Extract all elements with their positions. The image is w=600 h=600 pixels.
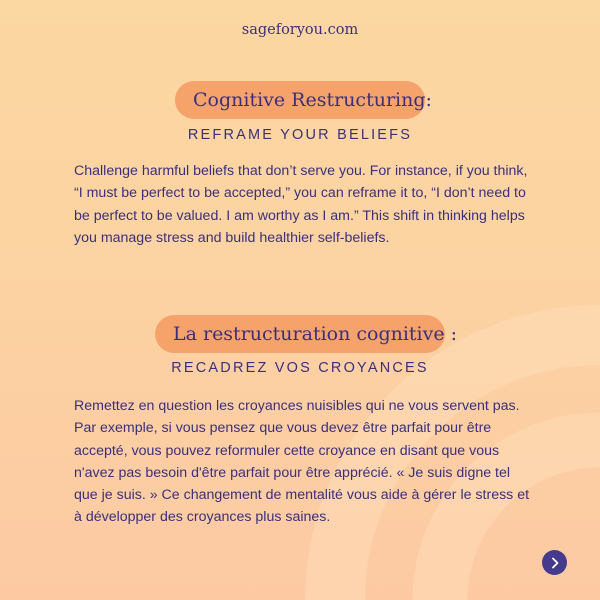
body-text-english: Challenge harmful beliefs that don’t serve you. For instance, if you think, “I must be perfect to be accepted,” you can reframe it to, “I don’t need to be perfect to be valued. I am worthy as I am.” This shift in thinking helps you manage stress and build healthier self-beliefs. xyxy=(74,163,528,246)
chevron-right-icon xyxy=(549,557,561,569)
title-pill-english: Cognitive Restructuring: xyxy=(175,81,425,119)
site-url: sageforyou.com xyxy=(241,22,359,38)
title-pill-french: La restructuration cognitive : xyxy=(155,315,445,353)
subtitle-english: REFRAME YOUR BELIEFS xyxy=(187,127,413,143)
body-text-french: Remettez en question les croyances nuisibles qui ne vous servent pas. Par exemple, si vous pensez que vous devez être parfait pour être accepté, vous pouvez reformuler cette croyance en disant que vous n'avez pas besoin d'être parfait pour être apprécié. « Je suis digne tel que je suis. » Ce changement de mentalité vous aide à gérer le stress et à développer des croyances plus saines. xyxy=(74,398,530,526)
subtitle-french: RECADREZ VOS CROYANCES xyxy=(171,360,429,376)
next-button[interactable] xyxy=(542,550,567,575)
